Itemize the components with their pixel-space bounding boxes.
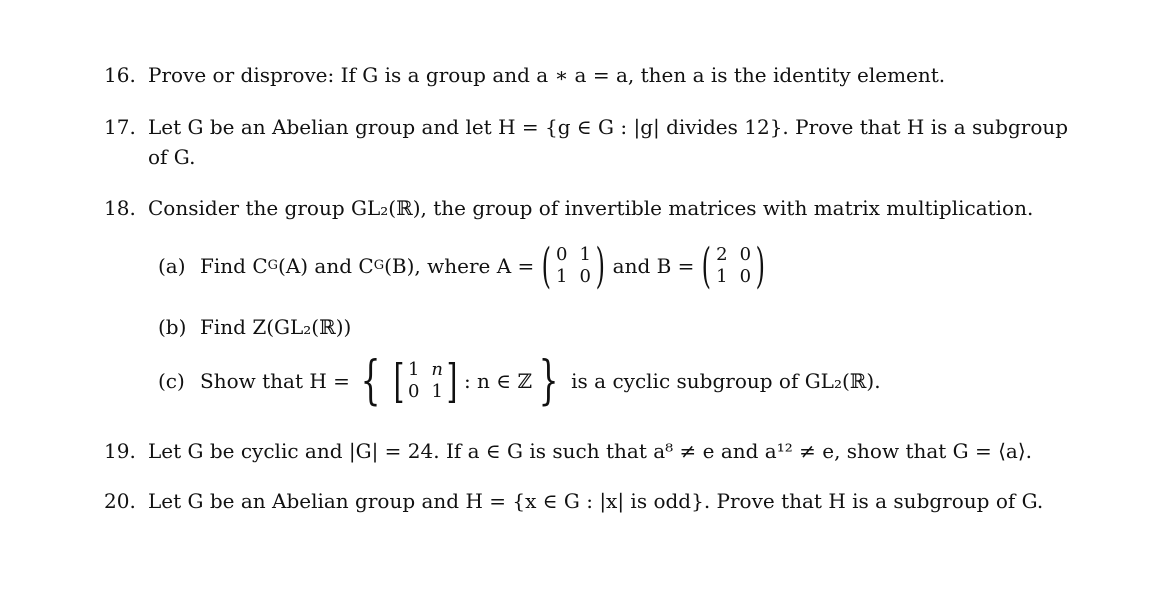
problem-number: 19. [104,439,136,463]
left-brace: { [360,351,381,411]
right-paren: ) [595,238,605,294]
problem-number: 20. [104,489,136,513]
problem-text: Let G be an Abelian group and let H = {g ∈ G : |g| divides 12}. Prove that H is a subgroup [148,115,1069,139]
problem-number: 16. [104,63,136,87]
problem-text-continuation: of G. [148,145,196,169]
part-label: (c) [158,369,185,393]
matrix-b [697,238,769,294]
part-text: is a cyclic subgroup of GL₂(ℝ). [571,369,881,393]
problem-number: 18. [104,196,136,220]
right-brace: } [538,351,559,411]
matrix-cell: 1 [431,381,443,402]
left-bracket: [ [393,354,405,408]
matrix-cell: 0 [739,244,752,265]
problem-text: Let G be an Abelian group and H = {x ∈ G : |x| is odd}. Prove that H is a subgroup of G. [148,489,1044,513]
problem-16 [104,60,1144,90]
matrix-cell: n [431,359,443,380]
part-label: (a) [158,254,186,278]
right-bracket: ] [446,354,458,408]
matrix-h [390,354,461,408]
problem-text: Prove or disprove: If G is a group and a ∗ a = a, then a is the identity element. [148,63,946,87]
matrix-cell: 0 [579,266,591,287]
matrix-cell: 0 [407,381,420,402]
part-18b [158,312,351,342]
matrix-cell: 1 [579,244,591,265]
problem-text: Let G be cyclic and |G| = 24. If a ∈ G is such that a⁸ ≠ e and a¹² ≠ e, show that G = ⟨a⟩. [148,439,1033,463]
matrix-cell: 1 [716,266,728,287]
part-text: Find C [200,254,268,278]
part-18c [158,351,881,411]
matrix-cell: 1 [556,266,568,287]
problem-text: Consider the group GL₂(ℝ), the group of invertible matrices with matrix multiplication. [148,196,1034,220]
right-paren: ) [755,238,766,294]
matrix-a [537,238,609,294]
part-text: Find Z(GL₂(ℝ)) [200,315,352,339]
subscript: G [373,258,385,273]
matrix-cell: 0 [556,244,568,265]
part-text: (B), where A = [384,254,535,278]
matrix-cell: 1 [407,359,420,380]
subscript: G [267,258,279,273]
problem-18 [104,193,1144,223]
part-18a [158,238,773,294]
set-condition: : n ∈ ℤ [463,369,533,393]
problem-17 [104,112,1144,172]
problem-19 [104,436,1144,466]
matrix-cell: 2 [716,244,728,265]
part-label: (b) [158,315,187,339]
part-text: Show that H = [200,369,350,393]
left-paren: ( [702,238,712,294]
left-paren: ( [541,238,552,294]
problem-number: 17. [104,115,136,139]
part-text: and B = [612,254,695,278]
matrix-cell: 0 [739,266,752,287]
problem-20 [104,486,1144,516]
part-text: (A) and C [278,254,374,278]
